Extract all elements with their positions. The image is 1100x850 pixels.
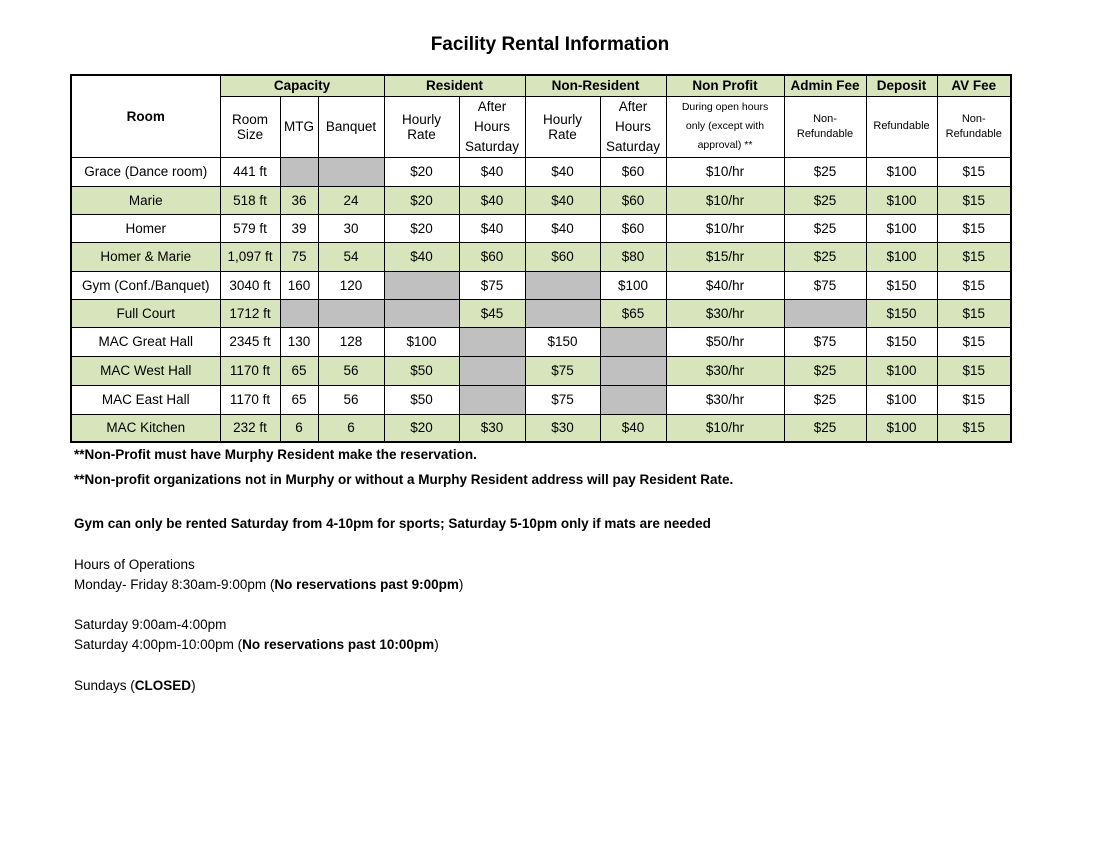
room-size: 3040 ft <box>220 271 280 299</box>
nonres-hourly: $150 <box>525 327 600 356</box>
deposit: $100 <box>866 214 937 242</box>
room-name: Full Court <box>71 299 220 327</box>
av-fee: $15 <box>937 356 1011 385</box>
non-profit-rate: $40/hr <box>666 271 784 299</box>
room-size: 232 ft <box>220 414 280 442</box>
room-name: Homer <box>71 214 220 242</box>
resident-hourly: $50 <box>384 385 459 414</box>
table-row <box>71 242 1011 271</box>
admin-fee: $25 <box>784 157 866 186</box>
header-resident-after: After Hours Saturday <box>459 96 525 157</box>
av-fee: $15 <box>937 157 1011 186</box>
table-row <box>71 214 1011 242</box>
banquet-capacity: 56 <box>318 385 384 414</box>
non-profit-rate: $30/hr <box>666 299 784 327</box>
header-resident-hourly: Hourly Rate <box>384 96 459 157</box>
deposit: $100 <box>866 157 937 186</box>
room-name: Gym (Conf./Banquet) <box>71 271 220 299</box>
nonres-after-hours <box>600 327 666 356</box>
mtg-capacity: 130 <box>280 327 318 356</box>
admin-fee: $25 <box>784 385 866 414</box>
nonres-hourly: $60 <box>525 242 600 271</box>
resident-after-hours: $45 <box>459 299 525 327</box>
av-fee: $15 <box>937 271 1011 299</box>
room-name: MAC East Hall <box>71 385 220 414</box>
nonres-after-hours <box>600 356 666 385</box>
resident-after-hours: $40 <box>459 157 525 186</box>
room-name: MAC Great Hall <box>71 327 220 356</box>
banquet-capacity: 30 <box>318 214 384 242</box>
table-row <box>71 271 1011 299</box>
admin-fee: $25 <box>784 186 866 214</box>
nonres-after-hours: $80 <box>600 242 666 271</box>
admin-fee: $25 <box>784 242 866 271</box>
hours-saturday-day: Saturday 9:00am-4:00pm <box>74 617 227 632</box>
mtg-capacity: 65 <box>280 385 318 414</box>
room-size: 441 ft <box>220 157 280 186</box>
resident-hourly: $100 <box>384 327 459 356</box>
admin-fee: $25 <box>784 414 866 442</box>
room-size: 1,097 ft <box>220 242 280 271</box>
room-size: 579 ft <box>220 214 280 242</box>
room-size: 1712 ft <box>220 299 280 327</box>
nonres-hourly: $30 <box>525 414 600 442</box>
room-name: Grace (Dance room) <box>71 157 220 186</box>
room-name: Marie <box>71 186 220 214</box>
header-capacity: Capacity <box>220 75 384 96</box>
note-nonprofit-rate: **Non-profit organizations not in Murphy or without a Murphy Resident address will pay Resident Rate. <box>74 472 734 487</box>
deposit: $150 <box>866 327 937 356</box>
non-profit-rate: $30/hr <box>666 385 784 414</box>
mtg-capacity: 65 <box>280 356 318 385</box>
deposit: $100 <box>866 186 937 214</box>
admin-fee: $25 <box>784 214 866 242</box>
banquet-capacity: 56 <box>318 356 384 385</box>
av-fee: $15 <box>937 327 1011 356</box>
room-name: MAC Kitchen <box>71 414 220 442</box>
banquet-capacity <box>318 157 384 186</box>
table-row <box>71 186 1011 214</box>
header-av-non-refundable: Non- Refundable <box>937 96 1011 157</box>
non-profit-rate: $50/hr <box>666 327 784 356</box>
resident-after-hours: $40 <box>459 214 525 242</box>
resident-after-hours: $75 <box>459 271 525 299</box>
mtg-capacity: 39 <box>280 214 318 242</box>
nonres-hourly <box>525 299 600 327</box>
nonres-after-hours: $40 <box>600 414 666 442</box>
nonres-hourly: $75 <box>525 385 600 414</box>
admin-fee <box>784 299 866 327</box>
mtg-capacity: 75 <box>280 242 318 271</box>
resident-hourly: $20 <box>384 414 459 442</box>
room-size: 2345 ft <box>220 327 280 356</box>
resident-after-hours: $30 <box>459 414 525 442</box>
room-name: MAC West Hall <box>71 356 220 385</box>
av-fee: $15 <box>937 385 1011 414</box>
deposit: $100 <box>866 385 937 414</box>
av-fee: $15 <box>937 242 1011 271</box>
deposit: $100 <box>866 242 937 271</box>
table-row <box>71 299 1011 327</box>
non-profit-rate: $15/hr <box>666 242 784 271</box>
resident-after-hours <box>459 356 525 385</box>
nonres-after-hours: $60 <box>600 186 666 214</box>
banquet-capacity: 6 <box>318 414 384 442</box>
banquet-capacity <box>318 299 384 327</box>
resident-after-hours <box>459 327 525 356</box>
nonres-after-hours: $100 <box>600 271 666 299</box>
table-row <box>71 356 1011 385</box>
header-av-fee: AV Fee <box>937 75 1011 96</box>
header-room-size: Room Size <box>220 96 280 157</box>
header-admin-non-refundable: Non- Refundable <box>784 96 866 157</box>
resident-hourly: $20 <box>384 186 459 214</box>
room-size: 1170 ft <box>220 385 280 414</box>
nonres-after-hours: $60 <box>600 157 666 186</box>
header-mtg: MTG <box>280 96 318 157</box>
mtg-capacity: 36 <box>280 186 318 214</box>
mtg-capacity: 160 <box>280 271 318 299</box>
resident-hourly <box>384 299 459 327</box>
resident-after-hours: $40 <box>459 186 525 214</box>
nonres-hourly: $40 <box>525 157 600 186</box>
av-fee: $15 <box>937 414 1011 442</box>
non-profit-rate: $10/hr <box>666 214 784 242</box>
room-name: Homer & Marie <box>71 242 220 271</box>
nonres-after-hours <box>600 385 666 414</box>
page-title: Facility Rental Information <box>430 34 670 55</box>
resident-hourly: $20 <box>384 214 459 242</box>
resident-after-hours <box>459 385 525 414</box>
hours-weekday: Monday- Friday 8:30am-9:00pm (No reservations past 9:00pm) <box>74 577 464 592</box>
nonres-hourly: $40 <box>525 214 600 242</box>
banquet-capacity: 24 <box>318 186 384 214</box>
resident-hourly: $50 <box>384 356 459 385</box>
non-profit-rate: $10/hr <box>666 186 784 214</box>
table-row <box>71 414 1011 442</box>
av-fee: $15 <box>937 214 1011 242</box>
mtg-capacity: 6 <box>280 414 318 442</box>
hours-title: Hours of Operations <box>74 557 195 572</box>
header-deposit: Deposit <box>866 75 937 96</box>
resident-hourly: $20 <box>384 157 459 186</box>
deposit: $100 <box>866 356 937 385</box>
banquet-capacity: 120 <box>318 271 384 299</box>
nonres-hourly: $75 <box>525 356 600 385</box>
table-row <box>71 157 1011 186</box>
nonres-hourly: $40 <box>525 186 600 214</box>
table-row <box>71 385 1011 414</box>
header-deposit-refundable: Refundable <box>866 96 937 157</box>
hours-sunday: Sundays (CLOSED) <box>74 678 196 693</box>
admin-fee: $75 <box>784 271 866 299</box>
av-fee: $15 <box>937 186 1011 214</box>
nonres-after-hours: $65 <box>600 299 666 327</box>
resident-after-hours: $60 <box>459 242 525 271</box>
deposit: $100 <box>866 414 937 442</box>
header-admin-fee: Admin Fee <box>784 75 866 96</box>
room-size: 1170 ft <box>220 356 280 385</box>
resident-hourly: $40 <box>384 242 459 271</box>
non-profit-rate: $10/hr <box>666 157 784 186</box>
note-gym-rental: Gym can only be rented Saturday from 4-10pm for sports; Saturday 5-10pm only if mats are needed <box>74 516 711 531</box>
table-row <box>71 327 1011 356</box>
banquet-capacity: 54 <box>318 242 384 271</box>
nonres-hourly <box>525 271 600 299</box>
mtg-capacity <box>280 299 318 327</box>
resident-hourly <box>384 271 459 299</box>
note-nonprofit-resident: **Non-Profit must have Murphy Resident make the reservation. <box>74 447 477 462</box>
rental-rates-table <box>70 74 1012 443</box>
admin-fee: $25 <box>784 356 866 385</box>
deposit: $150 <box>866 271 937 299</box>
header-room: Room <box>71 75 220 157</box>
header-nonres-after: After Hours Saturday <box>600 96 666 157</box>
nonres-after-hours: $60 <box>600 214 666 242</box>
room-size: 518 ft <box>220 186 280 214</box>
header-nonres-hourly: Hourly Rate <box>525 96 600 157</box>
non-profit-rate: $30/hr <box>666 356 784 385</box>
non-profit-rate: $10/hr <box>666 414 784 442</box>
admin-fee: $75 <box>784 327 866 356</box>
header-non-profit: Non Profit <box>666 75 784 96</box>
header-non-profit-note: During open hours only (except with approval) ** <box>666 96 784 157</box>
mtg-capacity <box>280 157 318 186</box>
header-banquet: Banquet <box>318 96 384 157</box>
hours-saturday-evening: Saturday 4:00pm-10:00pm (No reservations past 10:00pm) <box>74 637 439 652</box>
header-resident: Resident <box>384 75 525 96</box>
header-non-resident: Non-Resident <box>525 75 666 96</box>
banquet-capacity: 128 <box>318 327 384 356</box>
deposit: $150 <box>866 299 937 327</box>
av-fee: $15 <box>937 299 1011 327</box>
